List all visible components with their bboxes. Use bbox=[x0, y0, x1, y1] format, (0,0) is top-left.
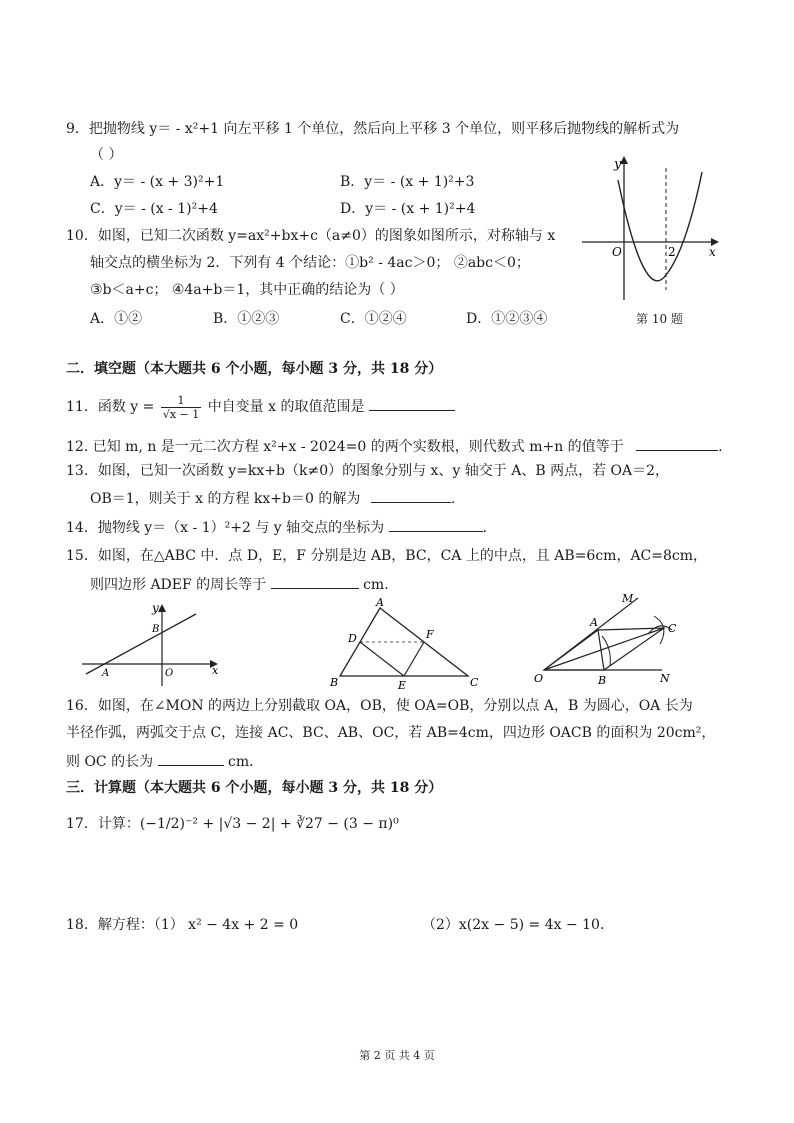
q16-fig-n-label: N bbox=[660, 672, 670, 685]
q15-fig-e-label: E bbox=[398, 679, 407, 692]
q16-line3 bbox=[66, 751, 263, 771]
q12-text: 12. 已知 m, n 是一元二次方程 x²+x - 2024=0 的两个实数根，则代数式 m+n 的值等于 bbox=[66, 439, 624, 455]
q15-fig-c-label: C bbox=[470, 676, 479, 689]
q13-fig-y-label: y bbox=[152, 601, 159, 615]
q16-unit: cm． bbox=[228, 754, 264, 770]
q10-parabola-figure bbox=[574, 150, 724, 310]
q16-line1: 16．如图，在∠MON 的两边上分别截取 OA，OB，使 OA=OB，分别以点 A，B 为圆心，OA 长为 bbox=[66, 698, 693, 714]
q13-fig-o-label: O bbox=[165, 668, 174, 679]
q13-line2 bbox=[90, 488, 455, 508]
q10-option-b: B．①②③ bbox=[213, 311, 280, 327]
q14-end: . bbox=[482, 520, 488, 536]
q11-answer-blank bbox=[369, 396, 455, 411]
q15-fig-a-label: A bbox=[376, 596, 384, 609]
q11-denominator: √x − 1 bbox=[162, 407, 200, 421]
q13-end: . bbox=[450, 491, 456, 507]
q11-fraction bbox=[161, 394, 201, 421]
q10-line1: 10．如图，已知二次函数 y=ax²+bx+c（a≠0）的图象如图所示，对称轴与 x bbox=[66, 228, 556, 244]
q15-fig-d-label: D bbox=[348, 632, 357, 645]
q10-option-c: C．①②④ bbox=[340, 311, 407, 327]
q10-fig-origin-label: O bbox=[612, 245, 622, 259]
q13-fig-x-label: x bbox=[212, 664, 219, 677]
q16-fig-m-label: M bbox=[622, 592, 634, 605]
q18-part1: 18．解方程：（1） x² − 4x + 2 = 0 bbox=[66, 917, 299, 933]
q16-line3-text: 则 OC 的长为 bbox=[66, 754, 154, 770]
q14-text: 14．抛物线 y＝（x - 1）²+2 与 y 轴交点的坐标为 bbox=[66, 520, 385, 536]
q16-fig-o-label: O bbox=[534, 672, 544, 685]
q11-numerator: 1 bbox=[161, 394, 201, 408]
q15-fig-f-label: F bbox=[426, 628, 434, 641]
page-footer: 第 2 页 共 4 页 bbox=[359, 1049, 435, 1062]
q15-line2-text: 则四边形 ADEF 的周长等于 bbox=[90, 577, 267, 593]
q15-answer-blank bbox=[271, 574, 359, 589]
q15-triangle-figure bbox=[320, 596, 480, 692]
q11-pre: 11．函数 y = bbox=[66, 399, 155, 415]
q9-answer-paren: （ ） bbox=[90, 147, 123, 163]
q10-line3: ③b＜a+c； ④4a+b＝1，其中正确的结论为（ ） bbox=[90, 282, 404, 298]
section-3-heading: 三．计算题（本大题共 6 个小题，每小题 3 分，共 18 分） bbox=[66, 780, 443, 796]
q10-fig-y-label: y bbox=[614, 157, 622, 172]
q16-line2: 半径作弧，两弧交于点 C，连接 AC、BC、AB、OC，若 AB=4cm，四边形 OACB 的面积为 20cm²， bbox=[66, 725, 716, 741]
q9-option-d: D．y＝ - (x + 1)²+4 bbox=[340, 201, 476, 217]
q14-answer-blank bbox=[389, 517, 483, 532]
q16-fig-b-label: B bbox=[598, 674, 607, 687]
q10-fig-x-label: x bbox=[709, 245, 716, 259]
q10-fig-two-label: 2 bbox=[668, 245, 676, 259]
section-2-heading: 二．填空题（本大题共 6 个小题，每小题 3 分，共 18 分） bbox=[66, 361, 443, 377]
q14 bbox=[66, 517, 487, 537]
q10-option-d: D．①②③④ bbox=[466, 311, 548, 327]
q13-fig-a-label: A bbox=[102, 668, 110, 679]
q16-angle-figure bbox=[530, 590, 710, 690]
q15-unit: cm． bbox=[363, 577, 399, 593]
q12-end: . bbox=[718, 439, 723, 455]
q11-post: 中自变量 x 的取值范围是 bbox=[207, 399, 365, 415]
q18-part2: （2）x(2x − 5) = 4x − 10． bbox=[422, 917, 614, 933]
q15-line2 bbox=[90, 574, 398, 594]
q13-line-figure bbox=[78, 600, 228, 690]
q10-line2: 轴交点的横坐标为 2．下列有 4 个结论：①b² - 4ac＞0； ②abc＜0； bbox=[90, 255, 530, 271]
q13-answer-blank bbox=[371, 488, 451, 503]
q16-answer-blank bbox=[158, 751, 224, 766]
q9-option-c: C．y＝ - (x - 1)²+4 bbox=[90, 201, 218, 217]
q16-fig-c-label: C bbox=[668, 622, 677, 635]
q15-fig-b-label: B bbox=[330, 676, 339, 689]
q10-option-a: A．①② bbox=[90, 311, 143, 327]
q9-stem: 9．把抛物线 y＝ - x²+1 向左平移 1 个单位，然后向上平移 3 个单位，则平移后抛物线的解析式为 bbox=[66, 121, 680, 137]
q9-option-a: A．y＝ - (x + 3)²+1 bbox=[90, 174, 225, 190]
q10-caption: 第 10 题 bbox=[636, 312, 683, 326]
q13-line2-text: OB＝1，则关于 x 的方程 kx+b＝0 的解为 bbox=[90, 491, 361, 507]
q15-line1: 15．如图，在△ABC 中．点 D，E，F 分别是边 AB，BC，CA 上的中点，且 AB=6cm，AC=8cm， bbox=[66, 548, 708, 564]
q11 bbox=[66, 392, 455, 422]
q9-option-b: B．y＝ - (x + 1)²+3 bbox=[340, 174, 475, 190]
q13-line1: 13．如图，已知一次函数 y=kx+b（k≠0）的图象分别与 x、y 轴交于 A、B 两点，若 OA＝2， bbox=[66, 463, 670, 479]
q13-fig-b-label: B bbox=[152, 624, 160, 635]
q17: 17．计算：(−1/2)⁻² + |√3 − 2| + ∛27 − (3 − π)⁰ bbox=[66, 816, 399, 832]
q16-fig-a-label: A bbox=[590, 616, 598, 629]
q12-answer-blank bbox=[636, 436, 718, 451]
q12 bbox=[66, 436, 723, 456]
